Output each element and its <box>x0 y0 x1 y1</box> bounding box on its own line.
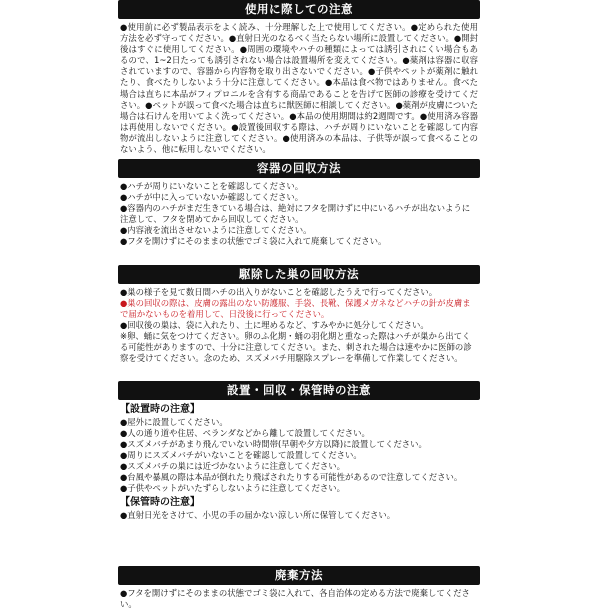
list-item: ●直射日光をさけて、小児の手の届かない涼しい所に保管してください。 <box>120 510 396 520</box>
list-item: ●屋外に設置してください。 <box>120 417 228 427</box>
list-item: ●回収後の巣は、袋に入れたり、土に埋めるなど、すみやかに処分してください。 <box>120 320 429 330</box>
list-item: ●内容液を流出させないように注意してください。 <box>120 225 312 235</box>
container-recovery-header: 容器の回収方法 <box>118 159 480 178</box>
list-item: ●人の通り道や住居、ベランダなどから離して設置してください。 <box>120 428 370 438</box>
usage-cautions-header: 使用に際しての注意 <box>118 0 480 19</box>
setup-subheading: 【設置時の注意】 <box>120 404 200 415</box>
list-item: ●容器内のハチがまだ生きている場合は、絶対にフタを開けずに中にいるハチが出ないように注意して、フタを閉めてから回収してください。 <box>120 203 471 224</box>
usage-cautions-section <box>118 0 480 155</box>
container-recovery-section <box>118 159 480 261</box>
list-item: ●フタを開けずにそのままの状態でゴミ袋に入れて、各自治体の定める方法で廃棄してください。 <box>120 588 470 609</box>
list-item: ●子供やペットがいたずらしないように注意してください。 <box>120 483 346 493</box>
setup-storage-header: 設置・回収・保管時の注意 <box>118 381 480 400</box>
list-item: ●ハチが周りにいないことを確認してください。 <box>120 181 304 191</box>
setup-storage-section <box>118 381 480 562</box>
nest-recovery-section <box>118 265 480 377</box>
note-item: ※卵、蛹に気をつけてください。卵のふ化期・蛹の羽化期と重なった際はハチが巣から出てくる可能性がありますので、十分に注意してください。また、刺された場合は速やかに医師の診察を受けてください。念のため、スズメバチ用駆除スプレーを準備して作業してください。 <box>120 331 472 363</box>
list-item: ●スズメバチがあまり飛んでいない時間帯(早朝や夕方以降)に設置してください。 <box>120 439 427 449</box>
storage-subheading: 【保管時の注意】 <box>120 497 200 508</box>
disposal-header: 廃棄方法 <box>118 566 480 585</box>
list-item: ●フタを開けずにそのままの状態でゴミ袋に入れて廃棄してください。 <box>120 236 387 246</box>
list-item: ●台風や暴風の際は本品が倒れたり飛ばされたりする可能性があるので注意してください。 <box>120 472 463 482</box>
warning-item: ●巣の回収の際は、皮膚の露出のない防護服、手袋、長靴、保護メガネなどハチの針が皮膚まで届かないものを着用して、日没後に行ってください。 <box>120 298 471 319</box>
disposal-section <box>118 566 480 614</box>
nest-recovery-header: 駆除した巣の回収方法 <box>118 265 480 284</box>
list-item: ●ハチが中に入っていないか確認してください。 <box>120 192 304 202</box>
instruction-sheet <box>118 0 480 609</box>
usage-cautions-text: ●使用前に必ず製品表示をよく読み、十分理解した上で使用してください。●定められた使用方法を必ず守ってください。●直射日光のなるべく当たらない場所に設置してください。●開封後はすぐに使用してください。●周囲の環境やハチの種類によっては誘引されにくい場合もあるので、1~2日たっても誘引されない場合は設置場所を変えてください。●薬剤は容器に収容されていますので、容器から内容物を取り出さないでください。●子供やペットが薬剤に触れたり、食べたりしないよう十分に注意してください。●本品は食べ物ではありません。食べた場合は直ちに本品がフィプロニルを含有する商品であることを告げて医師の診療を受けてください。●ペットが誤って食べた場合は直ちに獣医師に相談してください。●薬剤が皮膚についた場合は石けんを用いてよく洗ってください。●本品の使用期間は約2週間です。●使用済み容器は再使用しないでください。●設置後回収する際は、ハチが周りにいないことを確認して内容物が流出しないように注意してください。●使用済みの本品は、子供等が誤って食べることのないよう、他に転用しないでください。 <box>120 22 478 155</box>
list-item: ●巣の様子を見て数日間ハチの出入りがないことを確認したうえで行ってください。 <box>120 287 438 297</box>
list-item: ●周りにスズメバチがいないことを確認して設置してください。 <box>120 450 362 460</box>
list-item: ●スズメバチの巣には近づかないように注意してください。 <box>120 461 345 471</box>
